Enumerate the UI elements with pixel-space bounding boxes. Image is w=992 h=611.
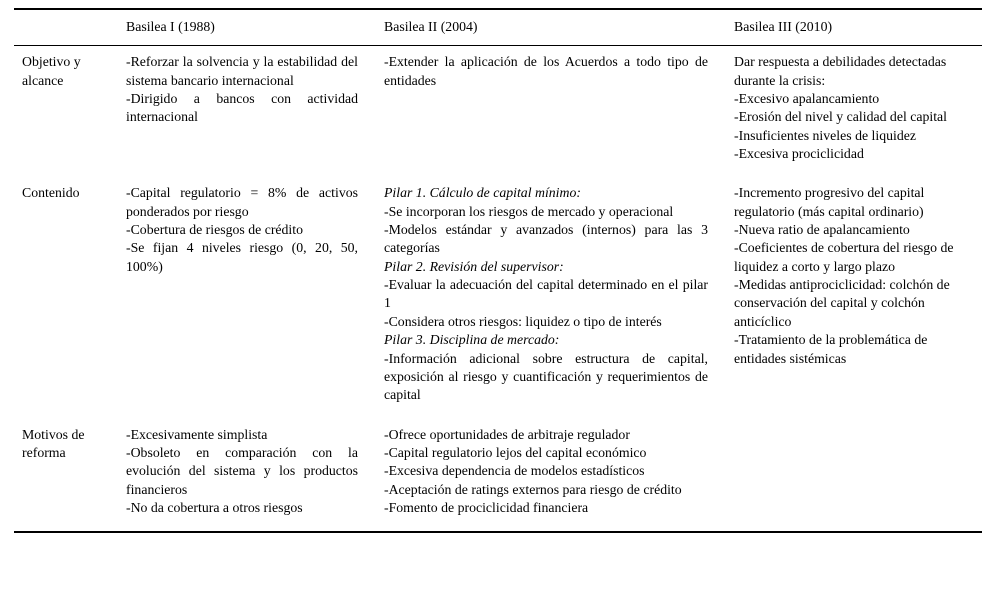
cell-paragraph: -Erosión del nivel y calidad del capital [734,109,948,125]
cell-paragraph: Pilar 2. Revisión del supervisor: [384,258,564,274]
cell-paragraph: -Aceptación de ratings externos para riesgo de crédito [384,481,682,497]
cell-motivos-basilea-1 [126,419,384,533]
cell-paragraph: -Obsoleto en comparación con la evolución del sistema y los productos financieros [126,444,358,497]
cell-contenido-basilea-1 [126,177,384,418]
header-basilea-2: Basilea II (2004) [384,9,734,46]
table-header-row [14,9,982,46]
cell-paragraph: -Excesiva prociclicidad [734,146,864,162]
cell-paragraph: -Extender la aplicación de los Acuerdos a todo tipo de entidades [384,54,708,88]
cell-objetivo-basilea-3 [734,46,982,178]
cell-paragraph: -Reforzar la solvencia y la estabilidad del sistema bancario internacional [126,54,358,88]
basel-comparison-table [14,8,982,533]
cell-paragraph: -Nueva ratio de apalancamiento [734,222,910,238]
cell-paragraph: -Evaluar la adecuación del capital determinado en el pilar 1 [384,277,708,311]
row-label-contenido: Contenido [22,185,80,201]
cell-paragraph: -Se incorporan los riesgos de mercado y operacional [384,203,674,219]
header-empty-cell [14,9,126,46]
cell-motivos-basilea-3 [734,419,982,533]
row-label-objetivo: Objetivo y alcance [22,54,81,88]
cell-paragraph: -No da cobertura a otros riesgos [126,499,303,515]
cell-paragraph: -Excesiva dependencia de modelos estadísticos [384,463,645,479]
cell-motivos-basilea-2 [384,419,734,533]
header-basilea-3: Basilea III (2010) [734,9,982,46]
cell-paragraph: -Excesivamente simplista [126,426,268,442]
cell-paragraph: -Cobertura de riesgos de crédito [126,222,303,238]
cell-paragraph: Dar respuesta a debilidades detectadas durante la crisis: [734,54,947,88]
cell-paragraph: -Ofrece oportunidades de arbitraje regulador [384,426,630,442]
table-row-motivos [14,419,982,533]
cell-paragraph: -Incremento progresivo del capital regulatorio (más capital ordinario) [734,185,925,219]
cell-paragraph: -Tratamiento de la problemática de entidades sistémicas [734,332,928,366]
cell-paragraph: -Excesivo apalancamiento [734,91,880,107]
cell-paragraph: -Modelos estándar y avanzados (internos) para las 3 categorías [384,222,708,256]
cell-paragraph: -Dirigido a bancos con actividad internacional [126,91,358,125]
cell-paragraph: -Insuficientes niveles de liquidez [734,127,916,143]
cell-paragraph: -Capital regulatorio = 8% de activos ponderados por riesgo [126,185,358,219]
cell-paragraph: -Se fijan 4 niveles riesgo (0, 20, 50, 100%) [126,240,358,274]
cell-paragraph: -Fomento de prociclicidad financiera [384,499,589,515]
cell-contenido-basilea-3 [734,177,982,418]
cell-paragraph: Pilar 1. Cálculo de capital mínimo: [384,185,581,201]
header-basilea-1: Basilea I (1988) [126,9,384,46]
cell-objetivo-basilea-1 [126,46,384,178]
row-label-motivos: Motivos de reforma [22,426,85,460]
table-row-objetivo [14,46,982,178]
cell-paragraph: -Considera otros riesgos: liquidez o tipo de interés [384,313,662,329]
cell-paragraph: -Información adicional sobre estructura de capital, exposición al riesgo y cuantificación y requerimientos de capital [384,350,708,403]
table-row-contenido [14,177,982,418]
cell-paragraph: -Capital regulatorio lejos del capital económico [384,444,647,460]
cell-contenido-basilea-2 [384,177,734,418]
cell-paragraph: Pilar 3. Disciplina de mercado: [384,332,560,348]
cell-paragraph: -Medidas antiprociclicidad: colchón de conservación del capital y colchón anticíclico [734,277,950,329]
cell-paragraph: -Coeficientes de cobertura del riesgo de liquidez a corto y largo plazo [734,240,954,274]
cell-objetivo-basilea-2 [384,46,734,178]
